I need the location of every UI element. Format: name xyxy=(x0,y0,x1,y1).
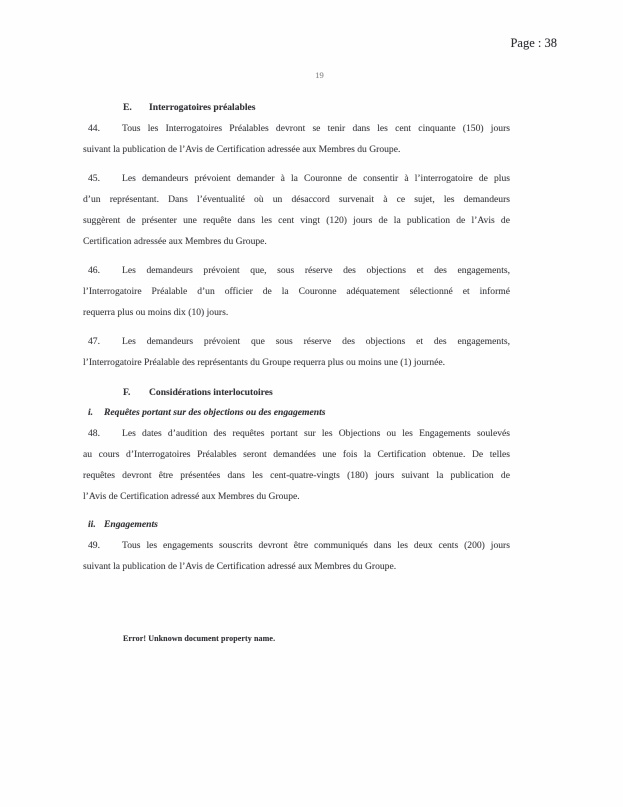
subsection-title: Requêtes portant sur des objections ou des engagements xyxy=(104,407,326,418)
paragraph-line xyxy=(83,260,510,281)
paragraph-number: 44. xyxy=(88,123,100,134)
paragraph-line xyxy=(83,281,510,302)
paragraph-line xyxy=(83,556,510,577)
paragraph-line xyxy=(83,210,510,231)
paragraph-45 xyxy=(83,168,510,252)
page-number-header: Page : 38 xyxy=(510,36,557,50)
paragraph-line xyxy=(83,352,510,373)
line-text: Tous les engagements souscrits devront être communiqués dans les deux cents (200) jours xyxy=(122,540,510,551)
line-text: l’Interrogatoire Préalable des représentants du Groupe requerra plus ou moins une (1) journée. xyxy=(83,357,446,368)
paragraph-number: 47. xyxy=(88,336,100,347)
line-text: Les dates d’audition des requêtes portant sur les Objections ou les Engagements soulevés xyxy=(122,428,510,439)
paragraph-line xyxy=(83,139,510,160)
paragraph-line xyxy=(83,189,510,210)
paragraph-line xyxy=(83,535,510,556)
section-label: F. xyxy=(123,387,131,398)
line-text: requêtes devront être présentées dans les cent-quatre-vingts (180) jours suivant la publication de xyxy=(83,470,510,481)
paragraph-48 xyxy=(83,423,510,507)
paragraph-line xyxy=(83,423,510,444)
document-content xyxy=(83,98,510,585)
line-text: Les demandeurs prévoient demander à la Couronne de consentir à l’interrogatoire de plus xyxy=(122,173,510,184)
paragraph-line xyxy=(83,118,510,139)
line-text: au cours d’Interrogatoires Préalables seront demandées une fois la Certification obtenue. De telles xyxy=(83,449,510,460)
section-heading-f xyxy=(83,383,510,403)
paragraph-47 xyxy=(83,331,510,373)
folio-number: 19 xyxy=(315,70,324,80)
paragraph-line xyxy=(83,465,510,486)
subsection-heading-ii xyxy=(83,515,510,535)
paragraph-44 xyxy=(83,118,510,160)
line-text: requerra plus ou moins dix (10) jours. xyxy=(83,307,229,318)
paragraph-line xyxy=(83,231,510,252)
paragraph-number: 48. xyxy=(88,428,100,439)
section-title: Considérations interlocutoires xyxy=(149,387,273,398)
paragraph-line xyxy=(83,331,510,352)
subsection-label: i. xyxy=(88,407,94,418)
footer-error-text: Error! Unknown document property name. xyxy=(123,634,276,643)
section-heading-e xyxy=(83,98,510,118)
subsection-heading-i xyxy=(83,403,510,423)
paragraph-number: 49. xyxy=(88,540,100,551)
paragraph-line xyxy=(83,302,510,323)
paragraph-line xyxy=(83,168,510,189)
section-label: E. xyxy=(123,102,132,113)
section-title: Interrogatoires préalables xyxy=(149,102,256,113)
paragraph-49 xyxy=(83,535,510,577)
line-text: l’Avis de Certification adressé aux Membres du Groupe. xyxy=(83,491,300,502)
line-text: l’Interrogatoire Préalable d’un officier de la Couronne adéquatement sélectionné et informé xyxy=(83,286,510,297)
line-text: suivant la publication de l’Avis de Certification adressé aux Membres du Groupe. xyxy=(83,561,397,572)
line-text: suggèrent de présenter une requête dans les cent vingt (120) jours de la publication de l’Avis de xyxy=(83,215,510,226)
line-text: Les demandeurs prévoient que sous réserve des objections et des engagements, xyxy=(122,336,510,347)
paragraph-line xyxy=(83,444,510,465)
subsection-title: Engagements xyxy=(104,519,158,530)
paragraph-46 xyxy=(83,260,510,323)
paragraph-number: 46. xyxy=(88,265,100,276)
paragraph-number: 45. xyxy=(88,173,100,184)
line-text: d’un représentant. Dans l’éventualité où un désaccord survenait à ce sujet, les demandeurs xyxy=(83,194,510,205)
line-text: suivant la publication de l’Avis de Certification adressée aux Membres du Groupe. xyxy=(83,144,401,155)
paragraph-line xyxy=(83,486,510,507)
line-text: Certification adressée aux Membres du Groupe. xyxy=(83,236,267,247)
line-text: Les demandeurs prévoient que, sous réserve des objections et des engagements, xyxy=(122,265,510,276)
subsection-label: ii. xyxy=(88,519,96,530)
line-text: Tous les Interrogatoires Préalables devront se tenir dans les cent cinquante (150) jours xyxy=(122,123,510,134)
